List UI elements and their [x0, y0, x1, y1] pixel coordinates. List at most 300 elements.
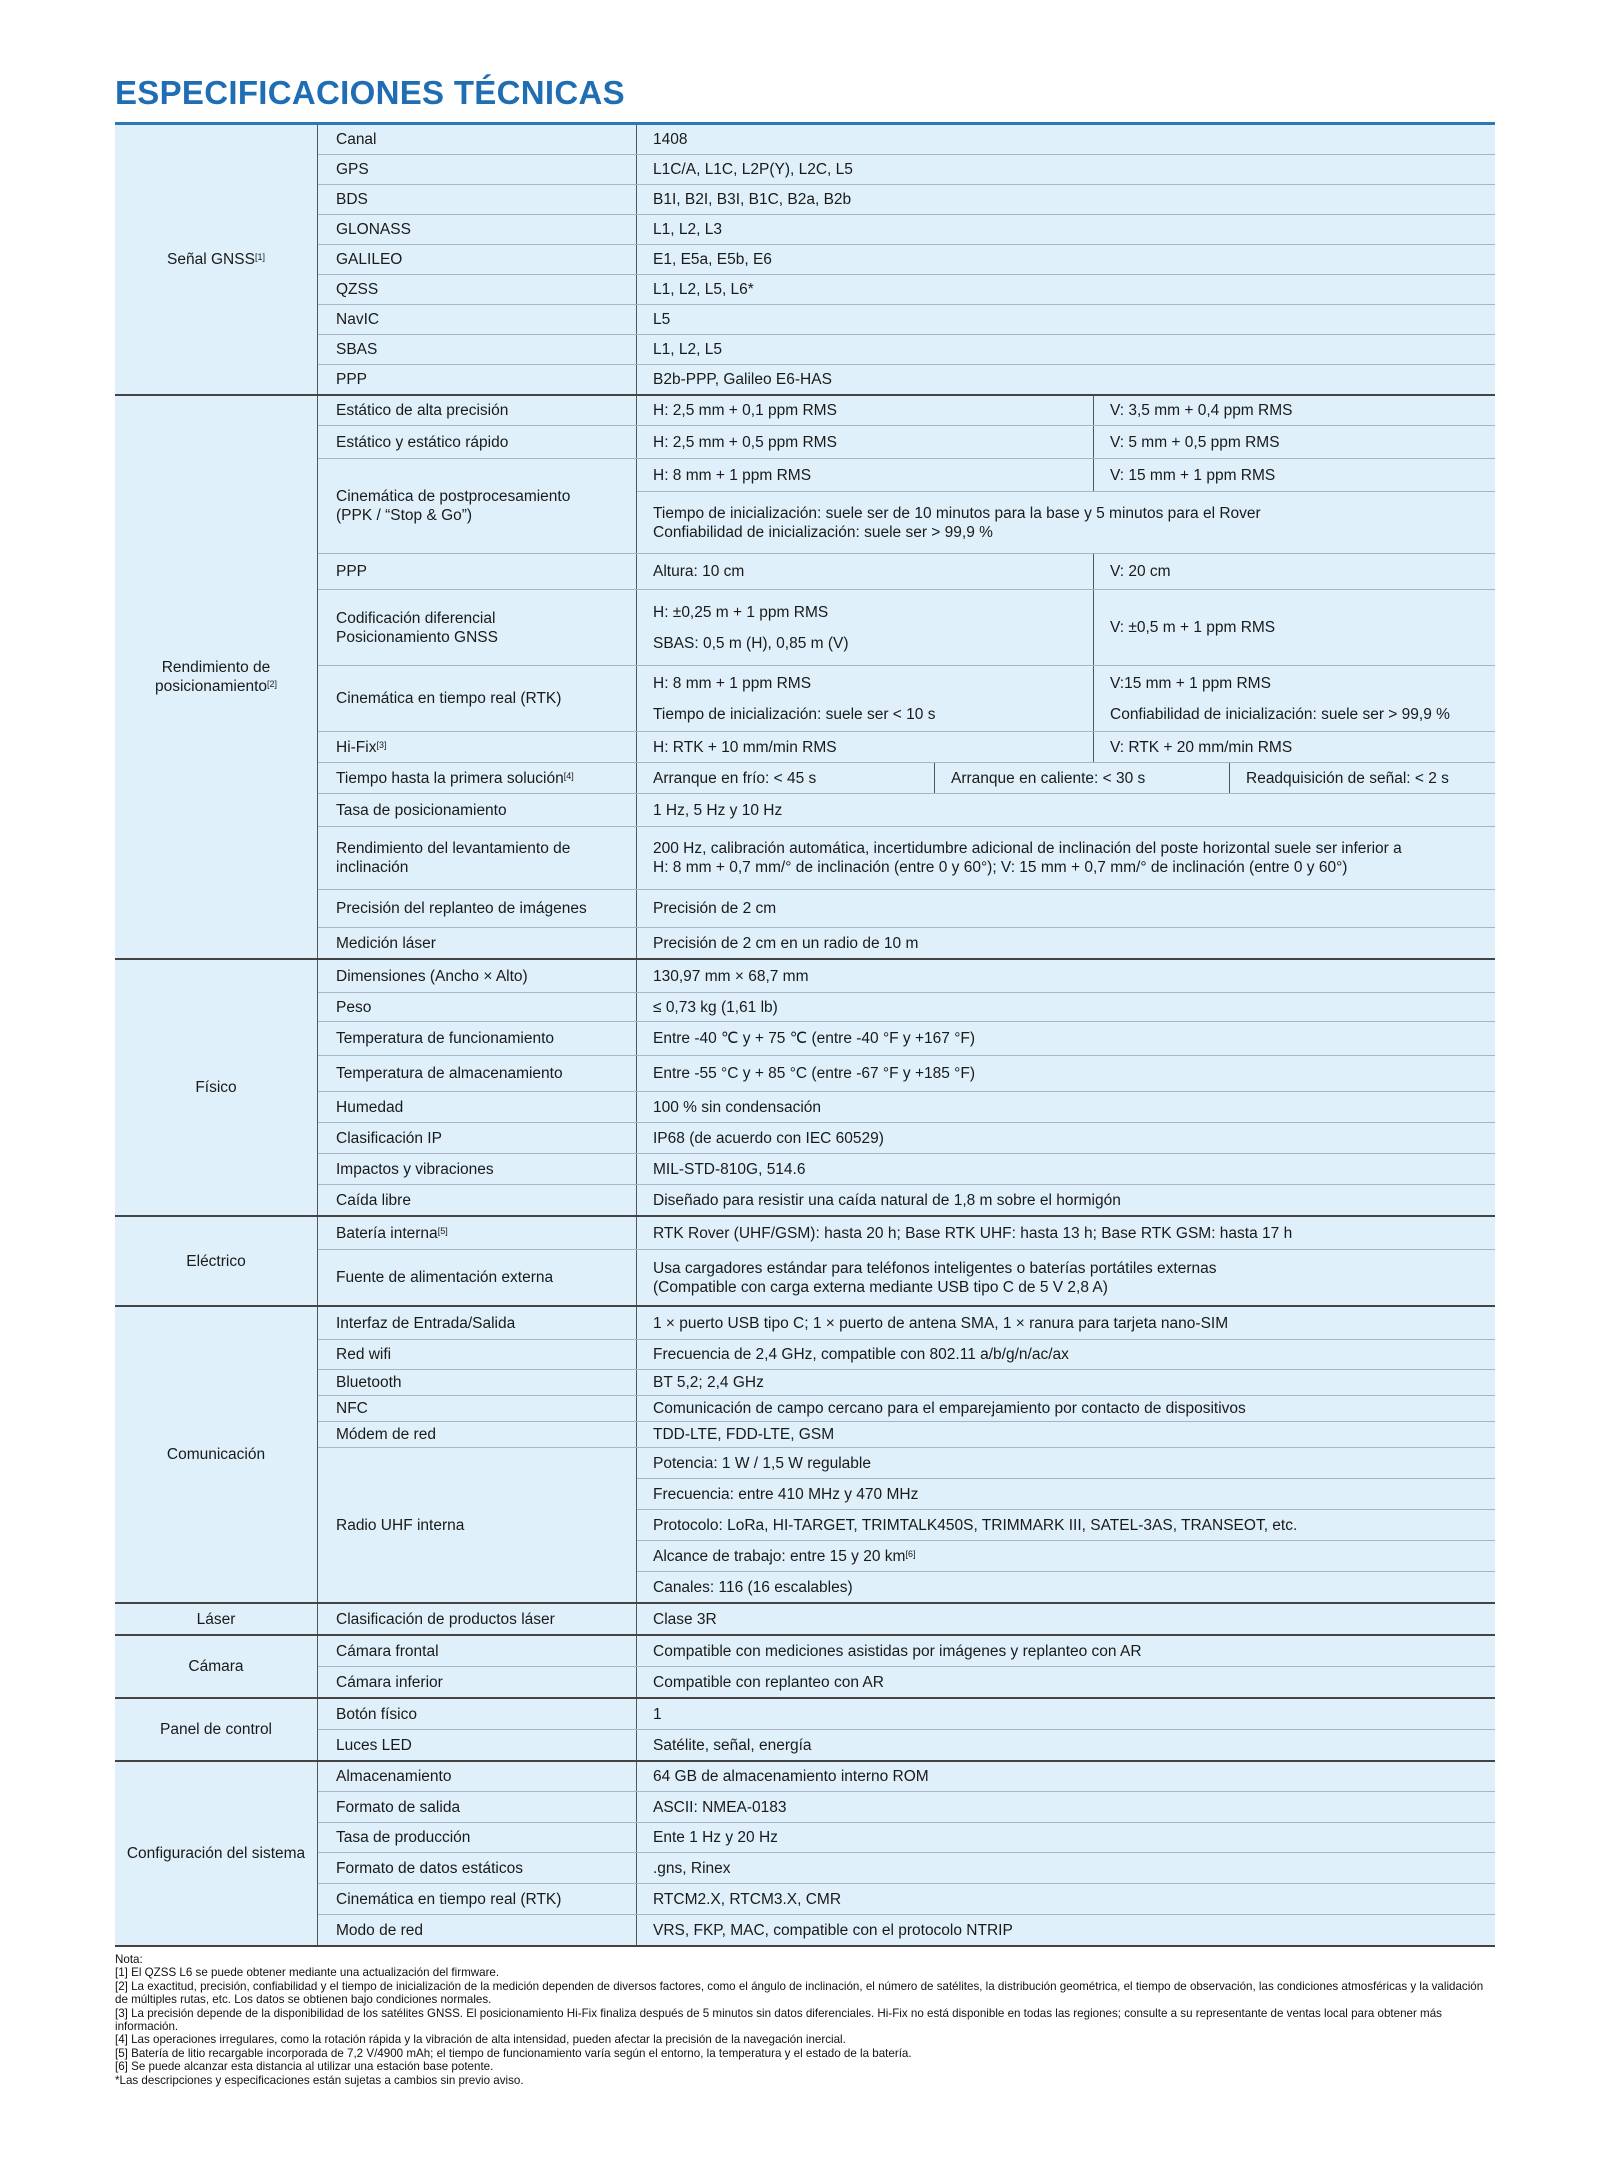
- spec-row: [115, 335, 1495, 365]
- spec-label: [318, 993, 637, 1022]
- value-text: Alcance de trabajo: entre 15 y 20 km[6]: [653, 1547, 916, 1565]
- value-cell: [1093, 426, 1495, 458]
- value-text: Confiabilidad de inicialización: suele ser > 99,9 %: [1110, 705, 1450, 723]
- category-label: Láser: [196, 1610, 236, 1628]
- value-cell: [637, 1479, 1495, 1509]
- spec-value: [637, 1635, 1496, 1667]
- spec-row: [115, 732, 1495, 763]
- category-label: Eléctrico: [186, 1252, 246, 1270]
- spec-label-text: Tasa de posicionamiento: [336, 801, 507, 819]
- value-text: Tiempo de inicialización: suele ser < 10 s: [653, 705, 936, 723]
- value-text: 1 × puerto USB tipo C; 1 × puerto de antena SMA, 1 × ranura para tarjeta nano-SIM: [653, 1314, 1229, 1332]
- footnotes: [115, 1953, 1495, 2087]
- footnote: Nota:: [115, 1953, 143, 1966]
- value-cell: [637, 305, 1495, 334]
- category-label: Configuración del sistema: [126, 1845, 306, 1862]
- spec-row: [115, 185, 1495, 215]
- spec-value: [637, 1422, 1496, 1448]
- value-text: Usa cargadores estándar para teléfonos inteligentes o baterías portátiles externas: [653, 1259, 1217, 1277]
- spec-label-text: Dimensiones (Ancho × Alto): [336, 967, 528, 985]
- spec-label: [318, 1340, 637, 1370]
- spec-value: [637, 1306, 1496, 1340]
- value-cell: [1093, 396, 1495, 425]
- spec-label: [318, 1092, 637, 1123]
- spec-label-text: Módem de red: [336, 1426, 436, 1443]
- value-cell: [637, 554, 1093, 589]
- value-cell: [637, 215, 1495, 244]
- value-text: V: 3,5 mm + 0,4 ppm RMS: [1110, 402, 1293, 419]
- spec-row: [115, 1635, 1495, 1667]
- spec-label: [318, 1185, 637, 1217]
- value-text: TDD-LTE, FDD-LTE, GSM: [653, 1426, 835, 1443]
- footnote: [6] Se puede alcanzar esta distancia al utilizar una estación base potente.: [115, 2060, 494, 2074]
- spec-row: [115, 763, 1495, 794]
- value-cell: [637, 928, 1495, 958]
- spec-label: [318, 395, 637, 426]
- spec-label-text: Estático y estático rápido: [336, 433, 509, 451]
- value-text: Clase 3R: [653, 1610, 717, 1628]
- spec-row: [115, 1306, 1495, 1340]
- spec-value: [637, 732, 1496, 763]
- value-text: L5: [653, 311, 671, 328]
- spec-label-text: PPP: [336, 371, 368, 388]
- value-cell: [637, 155, 1495, 184]
- spec-label: [318, 666, 637, 732]
- spec-value: [637, 492, 1496, 554]
- value-cell: [637, 1056, 1495, 1091]
- spec-row: [115, 993, 1495, 1022]
- spec-label-text: Batería interna: [336, 1224, 438, 1242]
- category-4: [115, 1306, 318, 1603]
- value-text: Satélite, señal, energía: [653, 1736, 812, 1754]
- spec-value: [637, 1761, 1496, 1792]
- value-text: RTCM2.X, RTCM3.X, CMR: [653, 1890, 842, 1908]
- spec-label-text: Cinemática en tiempo real (RTK): [336, 1890, 562, 1908]
- spec-label-text: Tasa de producción: [336, 1829, 471, 1846]
- category-5: [115, 1603, 318, 1635]
- spec-label-text: Estático de alta precisión: [336, 402, 509, 419]
- category-label: Físico: [195, 1079, 237, 1096]
- spec-row: [115, 155, 1495, 185]
- spec-value: [637, 335, 1496, 365]
- spec-value: [637, 1250, 1496, 1307]
- value-text: V: RTK + 20 mm/min RMS: [1110, 738, 1293, 756]
- footnote-ref: [6]: [905, 1548, 916, 1559]
- value-text: E1, E5a, E5b, E6: [653, 251, 772, 268]
- spec-label-text: NFC: [336, 1400, 368, 1417]
- value-cell: [637, 1092, 1495, 1122]
- spec-label: [318, 365, 637, 396]
- spec-row: [115, 215, 1495, 245]
- spec-label-text: Medición láser: [336, 934, 436, 952]
- category-label: Comunicación: [166, 1446, 266, 1463]
- spec-label: [318, 1216, 637, 1250]
- spec-label-text: QZSS: [336, 281, 379, 298]
- value-text: H: 8 mm + 1 ppm RMS: [653, 674, 812, 692]
- footnote-ref: [3]: [376, 739, 387, 750]
- spec-row: [115, 1250, 1495, 1307]
- value-text: ASCII: NMEA-0183: [653, 1798, 787, 1816]
- spec-value: [637, 1022, 1496, 1056]
- spec-value: [637, 1572, 1496, 1604]
- spec-label: [318, 426, 637, 459]
- spec-value: [637, 590, 1496, 666]
- spec-value: [637, 1370, 1496, 1396]
- value-text: Altura: 10 cm: [653, 563, 745, 580]
- spec-label-text: GLONASS: [336, 221, 411, 238]
- footnote: [4] Las operaciones irregulares, como la rotación rápida y la vibración de alta intensidad, pueden afectar la precisión de la navegación inercial.: [115, 2033, 846, 2047]
- value-cell: [637, 1823, 1495, 1852]
- spec-value: [637, 365, 1496, 396]
- value-cell: [637, 1217, 1495, 1249]
- spec-row: [115, 1698, 1495, 1730]
- spec-label-text: Precisión del replanteo de imágenes: [336, 900, 587, 917]
- value-text: L1, L2, L3: [653, 221, 722, 238]
- spec-label-text: Luces LED: [336, 1736, 412, 1754]
- spec-label: [318, 1250, 637, 1307]
- spec-value: [637, 1792, 1496, 1823]
- spec-row: [115, 666, 1495, 732]
- value-cell: [637, 1541, 1495, 1571]
- value-cell: [637, 1250, 1495, 1305]
- spec-label: [318, 732, 637, 763]
- spec-table: [115, 122, 1495, 1947]
- value-text: RTK Rover (UHF/GSM): hasta 20 h; Base RTK UHF: hasta 13 h; Base RTK GSM: hasta 17 h: [653, 1224, 1293, 1242]
- spec-label: [318, 827, 637, 890]
- value-cell: [637, 1185, 1495, 1215]
- spec-label-text: Almacenamiento: [336, 1768, 452, 1785]
- spec-value: [637, 395, 1496, 426]
- value-text: H: ±0,25 m + 1 ppm RMS: [653, 603, 829, 621]
- spec-row: [115, 305, 1495, 335]
- spec-label-text: Tiempo hasta la primera solución: [336, 769, 564, 787]
- value-cell: [637, 125, 1495, 154]
- spec-label-text: Codificación diferencial Posicionamiento GNSS: [336, 609, 498, 646]
- value-text: Readquisición de señal: < 2 s: [1246, 769, 1449, 787]
- spec-value: [637, 459, 1496, 492]
- spec-label-text: Rendimiento del levantamiento de inclinación: [336, 840, 571, 876]
- spec-label: [318, 794, 637, 827]
- value-cell: [637, 1340, 1495, 1369]
- footnote-ref: [1]: [254, 252, 265, 262]
- spec-label-text: Temperatura de almacenamiento: [336, 1065, 563, 1082]
- value-text: VRS, FKP, MAC, compatible con el protocolo NTRIP: [653, 1921, 1013, 1939]
- category-0: [115, 124, 318, 396]
- spec-label: [318, 763, 637, 794]
- spec-row: [115, 1603, 1495, 1635]
- spec-label-text: Temperatura de funcionamiento: [336, 1030, 554, 1047]
- value-cell: [1229, 763, 1495, 793]
- value-cell: [637, 1636, 1495, 1666]
- value-text: Ente 1 Hz y 20 Hz: [653, 1829, 778, 1846]
- value-cell: [637, 1915, 1495, 1945]
- value-cell: [637, 960, 1495, 992]
- value-text: H: 8 mm + 0,7 mm/° de inclinación (entre 0 y 60°); V: 15 mm + 0,7 mm/° de inclinación (entre 0 y 60°): [653, 859, 1348, 876]
- category-1: [115, 395, 318, 959]
- spec-label: [318, 1792, 637, 1823]
- spec-label: [318, 890, 637, 928]
- spec-label: [318, 1698, 637, 1730]
- value-text: B1I, B2I, B3I, B1C, B2a, B2b: [653, 191, 852, 208]
- value-text: IP68 (de acuerdo con IEC 60529): [653, 1129, 884, 1147]
- value-text: Entre -55 °C y + 85 °C (entre -67 °F y +185 °F): [653, 1065, 976, 1082]
- value-cell: [637, 763, 934, 793]
- spec-label-text: Red wifi: [336, 1346, 392, 1363]
- category-8: [115, 1761, 318, 1946]
- value-cell: [637, 1884, 1495, 1914]
- spec-label: [318, 1154, 637, 1185]
- value-cell: [637, 1422, 1495, 1447]
- footnote: [3] La precisión depende de la disponibilidad de los satélites GNSS. El posicionamiento Hi-Fix finaliza después de 5 minutos sin datos diferenciales. Hi-Fix no está disponible en todas las regiones; consulte a su representante de ventas local para obtener más información.: [115, 2006, 1442, 2034]
- value-cell: [637, 1123, 1495, 1153]
- spec-row: [115, 275, 1495, 305]
- spec-label: [318, 124, 637, 155]
- value-text: H: RTK + 10 mm/min RMS: [653, 738, 837, 756]
- spec-value: [637, 305, 1496, 335]
- category-7: [115, 1698, 318, 1761]
- value-cell: [637, 335, 1495, 364]
- spec-label: [318, 459, 637, 554]
- spec-label-text: Formato de datos estáticos: [336, 1859, 523, 1877]
- value-text: 200 Hz, calibración automática, incertidumbre adicional de inclinación del poste horizontal suele ser inferior a: [653, 840, 1402, 857]
- spec-row: [115, 1730, 1495, 1762]
- spec-row: [115, 1396, 1495, 1422]
- spec-label: [318, 275, 637, 305]
- value-text: Precisión de 2 cm: [653, 900, 777, 917]
- value-cell: [637, 396, 1093, 425]
- spec-label: [318, 215, 637, 245]
- spec-value: [637, 890, 1496, 928]
- spec-label-text: Botón físico: [336, 1705, 417, 1723]
- category-2: [115, 959, 318, 1216]
- spec-value: [637, 1216, 1496, 1250]
- spec-label: [318, 1123, 637, 1154]
- value-text: Frecuencia: entre 410 MHz y 470 MHz: [653, 1485, 919, 1503]
- value-text: Compatible con mediciones asistidas por imágenes y replanteo con AR: [653, 1642, 1142, 1660]
- spec-label-text: Canal: [336, 131, 377, 148]
- spec-label-text: Humedad: [336, 1098, 404, 1116]
- content: [115, 122, 1495, 2087]
- value-text: L1C/A, L1C, L2P(Y), L2C, L5: [653, 161, 853, 178]
- spec-value: [637, 1056, 1496, 1092]
- spec-value: [637, 1510, 1496, 1541]
- spec-row: [115, 890, 1495, 928]
- spec-value: [637, 1123, 1496, 1154]
- spec-label: [318, 1635, 637, 1667]
- value-text: Entre -40 ℃ y + 75 ℃ (entre -40 °F y +167 °F): [653, 1030, 976, 1047]
- value-cell: [637, 426, 1093, 458]
- value-text: MIL-STD-810G, 514.6: [653, 1160, 806, 1178]
- value-cell: [637, 1730, 1495, 1760]
- value-cell: [637, 1448, 1495, 1478]
- value-cell: [1093, 459, 1495, 491]
- spec-value: [637, 215, 1496, 245]
- spec-row: [115, 1216, 1495, 1250]
- spec-row: [115, 1022, 1495, 1056]
- spec-row: [115, 1448, 1495, 1479]
- category-label: Señal GNSS: [167, 251, 255, 268]
- value-text: 64 GB de almacenamiento interno ROM: [653, 1768, 929, 1785]
- value-text: Comunicación de campo cercano para el emparejamiento por contacto de dispositivos: [653, 1400, 1246, 1417]
- spec-label: [318, 1056, 637, 1092]
- value-text: L1, L2, L5: [653, 341, 722, 358]
- value-cell: [637, 590, 1093, 665]
- spec-value: [637, 666, 1496, 732]
- value-cell: [637, 1699, 1495, 1729]
- value-text: (Compatible con carga externa mediante USB tipo C de 5 V 2,8 A): [653, 1278, 1108, 1296]
- value-text: B2b-PPP, Galileo E6-HAS: [653, 371, 832, 388]
- value-cell: [1093, 554, 1495, 589]
- value-cell: [637, 794, 1495, 826]
- footnote: [2] La exactitud, precisión, confiabilidad y el tiempo de inicialización de la medición dependen de diversos factores, como el ángulo de inclinación, el número de satélites, la distribución geométrica, el tiempo de observación, las condiciones atmosféricas y la validación de múltiples rutas, etc. Los datos se obtienen bajo condiciones normales.: [115, 1979, 1484, 2007]
- value-cell: [934, 763, 1229, 793]
- value-text: 130,97 mm × 68,7 mm: [653, 967, 809, 985]
- spec-row: [115, 1123, 1495, 1154]
- value-text: .gns, Rinex: [653, 1859, 731, 1877]
- page-title: ESPECIFICACIONES TÉCNICAS: [115, 74, 625, 111]
- spec-value: [637, 763, 1496, 794]
- spec-value: [637, 1448, 1496, 1479]
- spec-label: [318, 1396, 637, 1422]
- value-text: V: 15 mm + 1 ppm RMS: [1110, 466, 1276, 484]
- spec-value: [637, 1667, 1496, 1699]
- spec-value: [637, 928, 1496, 960]
- spec-row: [115, 1915, 1495, 1947]
- spec-row: [115, 1884, 1495, 1915]
- value-cell: [637, 1370, 1495, 1395]
- value-cell: [1093, 666, 1495, 731]
- spec-label: [318, 1915, 637, 1947]
- spec-label: [318, 245, 637, 275]
- spec-label: [318, 928, 637, 960]
- spec-value: [637, 124, 1496, 155]
- value-cell: [637, 1154, 1495, 1184]
- value-text: H: 2,5 mm + 0,1 ppm RMS: [653, 402, 837, 419]
- category-3: [115, 1216, 318, 1306]
- value-text: Arranque en frío: < 45 s: [653, 769, 817, 787]
- spec-value: [637, 155, 1496, 185]
- value-text: Diseñado para resistir una caída natural de 1,8 m sobre el hormigón: [653, 1191, 1121, 1209]
- category-label: Rendimiento de posicionamiento: [154, 659, 271, 695]
- spec-value: [637, 426, 1496, 459]
- footnote-ref: [2]: [267, 679, 278, 689]
- value-text: Potencia: 1 W / 1,5 W regulable: [653, 1454, 871, 1472]
- spec-label: [318, 554, 637, 590]
- value-text: L1, L2, L5, L6*: [653, 281, 754, 298]
- value-cell: [637, 459, 1093, 491]
- spec-label-text: Caída libre: [336, 1191, 411, 1209]
- spec-value: [637, 1479, 1496, 1510]
- spec-value: [637, 554, 1496, 590]
- value-text: Protocolo: LoRa, HI-TARGET, TRIMTALK450S, TRIMMARK III, SATEL-3AS, TRANSEOT, etc.: [653, 1516, 1298, 1534]
- spec-value: [637, 794, 1496, 827]
- spec-row: [115, 827, 1495, 890]
- spec-row: [115, 1823, 1495, 1853]
- spec-row: [115, 124, 1495, 155]
- value-text: 1: [653, 1705, 662, 1723]
- spec-label: [318, 1761, 637, 1792]
- spec-label: [318, 1448, 637, 1604]
- value-text: V: 20 cm: [1110, 563, 1171, 580]
- value-cell: [637, 1667, 1495, 1697]
- footnote-ref: [5]: [437, 1225, 448, 1236]
- spec-label-text: Cinemática en tiempo real (RTK): [336, 690, 562, 707]
- spec-row: [115, 395, 1495, 426]
- spec-label: [318, 1022, 637, 1056]
- value-text: Frecuencia de 2,4 GHz, compatible con 802.11 a/b/g/n/ac/ax: [653, 1346, 1069, 1363]
- value-text: 100 % sin condensación: [653, 1098, 822, 1116]
- spec-row: [115, 426, 1495, 459]
- spec-label-text: Hi-Fix: [336, 738, 377, 756]
- spec-label-text: Clasificación de productos láser: [336, 1610, 555, 1628]
- spec-value: [637, 1730, 1496, 1762]
- value-cell: [637, 993, 1495, 1021]
- spec-label: [318, 185, 637, 215]
- footnote: [5] Batería de litio recargable incorporada de 7,2 V/4900 mAh; el tiempo de funcionamiento varía según el entorno, la temperatura y el estado de la batería.: [115, 2046, 912, 2060]
- spec-row: [115, 245, 1495, 275]
- value-cell: [637, 492, 1495, 553]
- value-text: Precisión de 2 cm en un radio de 10 m: [653, 934, 919, 952]
- value-text: BT 5,2; 2,4 GHz: [653, 1374, 764, 1391]
- spec-label-text: Interfaz de Entrada/Salida: [336, 1314, 516, 1332]
- value-text: 1 Hz, 5 Hz y 10 Hz: [653, 801, 783, 819]
- value-text: Canales: 116 (16 escalables): [653, 1578, 853, 1596]
- spec-value: [637, 1092, 1496, 1123]
- spec-value: [637, 1541, 1496, 1572]
- spec-row: [115, 1154, 1495, 1185]
- spec-value: [637, 275, 1496, 305]
- value-text: ≤ 0,73 kg (1,61 lb): [653, 998, 778, 1016]
- spec-label: [318, 335, 637, 365]
- value-cell: [637, 275, 1495, 304]
- spec-label-text: GPS: [336, 161, 369, 178]
- spec-row: [115, 1185, 1495, 1217]
- spec-row: [115, 459, 1495, 492]
- spec-label-text: Radio UHF interna: [336, 1516, 465, 1534]
- spec-value: [637, 1154, 1496, 1185]
- spec-row: [115, 1092, 1495, 1123]
- spec-label-text: GALILEO: [336, 251, 403, 268]
- spec-row: [115, 1422, 1495, 1448]
- spec-value: [637, 959, 1496, 993]
- spec-label-text: Modo de red: [336, 1921, 424, 1939]
- spec-label-text: SBAS: [336, 341, 378, 358]
- value-text: H: 8 mm + 1 ppm RMS: [653, 466, 812, 484]
- spec-value: [637, 1884, 1496, 1915]
- spec-label: [318, 155, 637, 185]
- value-text: 1408: [653, 131, 688, 148]
- value-text: Arranque en caliente: < 30 s: [951, 769, 1146, 787]
- spec-row: [115, 794, 1495, 827]
- spec-label: [318, 590, 637, 666]
- value-text: H: 2,5 mm + 0,5 ppm RMS: [653, 433, 837, 451]
- spec-value: [637, 993, 1496, 1022]
- spec-row: [115, 959, 1495, 993]
- spec-row: [115, 1761, 1495, 1792]
- spec-label-text: Clasificación IP: [336, 1129, 442, 1147]
- spec-label: [318, 1730, 637, 1762]
- spec-label: [318, 1667, 637, 1699]
- spec-row: [115, 554, 1495, 590]
- spec-row: [115, 1667, 1495, 1699]
- spec-value: [637, 827, 1496, 890]
- spec-value: [637, 1603, 1496, 1635]
- spec-value: [637, 1340, 1496, 1370]
- spec-row: [115, 928, 1495, 960]
- spec-label-text: BDS: [336, 191, 368, 208]
- value-cell: [637, 1604, 1495, 1634]
- value-cell: [637, 827, 1495, 889]
